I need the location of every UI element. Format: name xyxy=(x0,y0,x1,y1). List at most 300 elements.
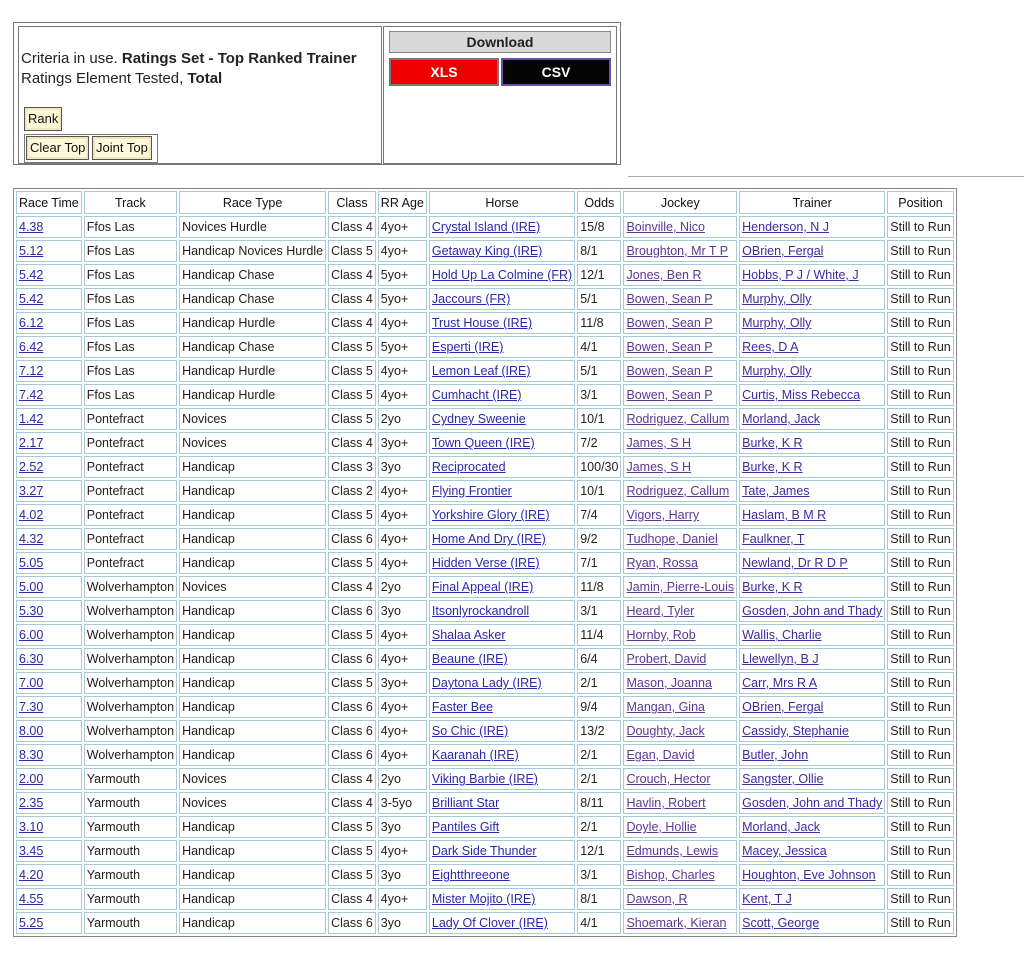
trainer-link[interactable]: Butler, John xyxy=(742,748,809,762)
cell-track: Ffos Las xyxy=(84,240,177,262)
cell-race-type: Handicap xyxy=(179,624,326,646)
race-time-link[interactable]: 6.00 xyxy=(19,628,44,642)
cell-jockey xyxy=(623,552,737,574)
race-time-link[interactable]: 5.05 xyxy=(19,556,44,570)
cell-odds: 6/4 xyxy=(577,648,621,670)
cell-track: Ffos Las xyxy=(84,264,177,286)
cell-race-time xyxy=(16,384,82,406)
trainer-link[interactable]: Morland, Jack xyxy=(742,412,820,426)
cell-position: Still to Run xyxy=(887,720,953,742)
cell-position: Still to Run xyxy=(887,528,953,550)
horse-link[interactable]: Kaaranah (IRE) xyxy=(431,748,519,762)
cell-position: Still to Run xyxy=(887,840,953,862)
cell-trainer xyxy=(739,336,885,358)
horse-link[interactable]: Mister Mojito (IRE) xyxy=(431,892,536,906)
cell-class: Class 5 xyxy=(328,552,376,574)
cell-track: Ffos Las xyxy=(84,360,177,382)
jockey-link[interactable]: Mason, Joanna xyxy=(626,676,712,690)
trainer-link[interactable]: Hobbs, P J / White, J xyxy=(742,268,859,282)
cell-rr-age: 5yo+ xyxy=(378,336,427,358)
trainer-link[interactable]: Rees, D A xyxy=(742,340,799,354)
cell-class: Class 4 xyxy=(328,264,376,286)
race-time-link[interactable]: 5.00 xyxy=(19,580,44,594)
trainer-link[interactable]: Murphy, Olly xyxy=(742,316,812,330)
jockey-link[interactable]: Bowen, Sean P xyxy=(626,388,713,402)
horse-link[interactable]: Viking Barbie (IRE) xyxy=(431,772,538,786)
cell-odds: 7/4 xyxy=(577,504,621,526)
horse-link[interactable]: Town Queen (IRE) xyxy=(431,436,535,450)
cell-trainer xyxy=(739,840,885,862)
cell-track: Wolverhampton xyxy=(84,720,177,742)
cell-race-type: Handicap xyxy=(179,816,326,838)
cell-position: Still to Run xyxy=(887,696,953,718)
cell-track: Wolverhampton xyxy=(84,600,177,622)
cell-rr-age: 3yo xyxy=(378,600,427,622)
cell-track: Yarmouth xyxy=(84,792,177,814)
jockey-link[interactable]: Bowen, Sean P xyxy=(626,364,713,378)
trainer-link[interactable]: Burke, K R xyxy=(742,460,803,474)
cell-horse xyxy=(429,264,575,286)
cell-class: Class 4 xyxy=(328,792,376,814)
horse-link[interactable]: Eightthreeone xyxy=(431,868,510,882)
cell-odds: 2/1 xyxy=(577,816,621,838)
cell-odds: 13/2 xyxy=(577,720,621,742)
table-row xyxy=(16,336,954,358)
jockey-link[interactable]: Bowen, Sean P xyxy=(626,292,713,306)
cell-class: Class 6 xyxy=(328,600,376,622)
horse-link[interactable]: Hold Up La Colmine (FR) xyxy=(431,268,573,282)
cell-race-type: Novices xyxy=(179,432,326,454)
horse-link[interactable]: Beaune (IRE) xyxy=(431,652,508,666)
cell-odds: 7/1 xyxy=(577,552,621,574)
criteria-line1-prefix: Criteria in use. xyxy=(21,50,122,67)
jockey-link[interactable]: Shoemark, Kieran xyxy=(626,916,727,930)
cell-race-time xyxy=(16,552,82,574)
cell-class: Class 6 xyxy=(328,648,376,670)
cell-trainer xyxy=(739,672,885,694)
cell-rr-age: 3yo+ xyxy=(378,432,427,454)
cell-horse xyxy=(429,336,575,358)
cell-rr-age: 4yo+ xyxy=(378,744,427,766)
cell-jockey xyxy=(623,864,737,886)
cell-race-time xyxy=(16,864,82,886)
horse-link[interactable]: So Chic (IRE) xyxy=(431,724,509,738)
jockey-link[interactable]: Vigors, Harry xyxy=(626,508,700,522)
table-row xyxy=(16,624,954,646)
cell-class: Class 5 xyxy=(328,504,376,526)
column-header-jockey: Jockey xyxy=(623,191,737,214)
race-time-link[interactable]: 4.20 xyxy=(19,868,44,882)
race-time-link[interactable]: 7.12 xyxy=(19,364,44,378)
cell-trainer xyxy=(739,792,885,814)
table-row xyxy=(16,552,954,574)
cell-race-type: Novices xyxy=(179,792,326,814)
cell-rr-age: 4yo+ xyxy=(378,480,427,502)
criteria-panel xyxy=(13,22,621,165)
table-row xyxy=(16,888,954,910)
horse-link[interactable]: Dark Side Thunder xyxy=(431,844,537,858)
cell-position: Still to Run xyxy=(887,480,953,502)
race-time-link[interactable]: 2.35 xyxy=(19,796,44,810)
race-time-link[interactable]: 5.25 xyxy=(19,916,44,930)
cell-trainer xyxy=(739,576,885,598)
jockey-link[interactable]: Jamin, Pierre-Louis xyxy=(626,580,735,594)
trainer-link[interactable]: Macey, Jessica xyxy=(742,844,827,858)
cell-race-time xyxy=(16,600,82,622)
cell-trainer xyxy=(739,312,885,334)
race-time-link[interactable]: 8.30 xyxy=(19,748,44,762)
cell-track: Wolverhampton xyxy=(84,744,177,766)
horse-link[interactable]: Reciprocated xyxy=(431,460,506,474)
cell-track: Pontefract xyxy=(84,528,177,550)
race-time-link[interactable]: 5.12 xyxy=(19,244,44,258)
race-time-link[interactable]: 4.32 xyxy=(19,532,44,546)
race-time-link[interactable]: 3.27 xyxy=(19,484,44,498)
jockey-link[interactable]: Bowen, Sean P xyxy=(626,340,713,354)
cell-odds: 12/1 xyxy=(577,264,621,286)
race-time-link[interactable]: 4.02 xyxy=(19,508,44,522)
cell-race-type: Handicap xyxy=(179,888,326,910)
cell-race-type: Handicap Hurdle xyxy=(179,384,326,406)
column-header-rr-age: RR Age xyxy=(378,191,427,214)
cell-rr-age: 2yo xyxy=(378,576,427,598)
cell-position: Still to Run xyxy=(887,216,953,238)
race-time-link[interactable]: 7.00 xyxy=(19,676,44,690)
cell-track: Pontefract xyxy=(84,408,177,430)
cell-class: Class 4 xyxy=(328,216,376,238)
cell-odds: 11/8 xyxy=(577,312,621,334)
horse-link[interactable]: Cumhacht (IRE) xyxy=(431,388,522,402)
trainer-link[interactable]: Wallis, Charlie xyxy=(742,628,822,642)
cell-track: Yarmouth xyxy=(84,912,177,934)
cell-jockey xyxy=(623,408,737,430)
cell-jockey xyxy=(623,696,737,718)
jockey-link[interactable]: Probert, David xyxy=(626,652,707,666)
cell-horse xyxy=(429,624,575,646)
jockey-link[interactable]: James, S H xyxy=(626,436,692,450)
jockey-link[interactable]: Hornby, Rob xyxy=(626,628,696,642)
cell-position: Still to Run xyxy=(887,888,953,910)
trainer-link[interactable]: Murphy, Olly xyxy=(742,364,812,378)
cell-class: Class 4 xyxy=(328,888,376,910)
trainer-link[interactable]: Kent, T J xyxy=(742,892,792,906)
horse-link[interactable]: Getaway King (IRE) xyxy=(431,244,543,258)
cell-jockey xyxy=(623,288,737,310)
cell-track: Ffos Las xyxy=(84,384,177,406)
cell-horse xyxy=(429,864,575,886)
race-time-link[interactable]: 6.30 xyxy=(19,652,44,666)
cell-race-type: Novices Hurdle xyxy=(179,216,326,238)
jockey-link[interactable]: Bowen, Sean P xyxy=(626,316,713,330)
race-time-link[interactable]: 2.17 xyxy=(19,436,44,450)
download-csv-button[interactable]: CSV xyxy=(501,58,611,86)
cell-race-type: Handicap xyxy=(179,480,326,502)
race-time-link[interactable]: 3.10 xyxy=(19,820,44,834)
cell-race-type: Handicap Hurdle xyxy=(179,312,326,334)
jockey-link[interactable]: Boinville, Nico xyxy=(626,220,705,234)
cell-race-type: Handicap xyxy=(179,720,326,742)
column-header-race-time: Race Time xyxy=(16,191,82,214)
trainer-link[interactable]: Gosden, John and Thady xyxy=(742,604,883,618)
cell-trainer xyxy=(739,912,885,934)
cell-track: Wolverhampton xyxy=(84,624,177,646)
jockey-link[interactable]: Edmunds, Lewis xyxy=(626,844,719,858)
cell-class: Class 3 xyxy=(328,456,376,478)
horse-link[interactable]: Crystal Island (IRE) xyxy=(431,220,541,234)
trainer-link[interactable]: Sangster, Ollie xyxy=(742,772,824,786)
cell-odds: 8/1 xyxy=(577,240,621,262)
cell-class: Class 5 xyxy=(328,840,376,862)
cell-class: Class 6 xyxy=(328,528,376,550)
cell-horse xyxy=(429,648,575,670)
column-header-horse: Horse xyxy=(429,191,575,214)
cell-track: Yarmouth xyxy=(84,768,177,790)
horse-link[interactable]: Flying Frontier xyxy=(431,484,512,498)
jockey-link[interactable]: Egan, David xyxy=(626,748,695,762)
horse-link[interactable]: Jaccours (FR) xyxy=(431,292,511,306)
cell-trainer xyxy=(739,504,885,526)
cell-rr-age: 4yo+ xyxy=(378,312,427,334)
horse-link[interactable]: Shalaa Asker xyxy=(431,628,506,642)
cell-race-time xyxy=(16,432,82,454)
trainer-link[interactable]: Burke, K R xyxy=(742,580,803,594)
cell-race-type: Handicap xyxy=(179,744,326,766)
cell-jockey xyxy=(623,456,737,478)
cell-trainer xyxy=(739,216,885,238)
horse-link[interactable]: Lady Of Clover (IRE) xyxy=(431,916,548,930)
jockey-link[interactable]: Rodriguez, Callum xyxy=(626,484,730,498)
race-time-link[interactable]: 1.42 xyxy=(19,412,44,426)
jockey-link[interactable]: Jones, Ben R xyxy=(626,268,702,282)
trainer-link[interactable]: Burke, K R xyxy=(742,436,803,450)
horse-link[interactable]: Daytona Lady (IRE) xyxy=(431,676,542,690)
cell-race-type: Novices xyxy=(179,768,326,790)
cell-track: Ffos Las xyxy=(84,216,177,238)
download-xls-button[interactable]: XLS xyxy=(389,58,499,86)
cell-trainer xyxy=(739,552,885,574)
horse-link[interactable]: Itsonlyrockandroll xyxy=(431,604,530,618)
cell-trainer xyxy=(739,744,885,766)
horse-link[interactable]: Brilliant Star xyxy=(431,796,500,810)
horse-link[interactable]: Trust House (IRE) xyxy=(431,316,533,330)
table-row xyxy=(16,792,954,814)
cell-jockey xyxy=(623,504,737,526)
race-time-link[interactable]: 8.00 xyxy=(19,724,44,738)
jockey-link[interactable]: Broughton, Mr T P xyxy=(626,244,729,258)
cell-jockey xyxy=(623,528,737,550)
horse-link[interactable]: Yorkshire Glory (IRE) xyxy=(431,508,550,522)
race-time-link[interactable]: 7.42 xyxy=(19,388,44,402)
joint-top-button[interactable]: Joint Top xyxy=(92,136,152,160)
cell-odds: 3/1 xyxy=(577,864,621,886)
cell-track: Yarmouth xyxy=(84,888,177,910)
cell-race-type: Handicap xyxy=(179,672,326,694)
cell-position: Still to Run xyxy=(887,552,953,574)
cell-rr-age: 4yo+ xyxy=(378,504,427,526)
column-header-track: Track xyxy=(84,191,177,214)
cell-odds: 5/1 xyxy=(577,360,621,382)
horse-link[interactable]: Pantiles Gift xyxy=(431,820,500,834)
cell-horse xyxy=(429,840,575,862)
trainer-link[interactable]: Curtis, Miss Rebecca xyxy=(742,388,861,402)
jockey-link[interactable]: Dawson, R xyxy=(626,892,688,906)
cell-rr-age: 2yo xyxy=(378,768,427,790)
cell-track: Wolverhampton xyxy=(84,576,177,598)
cell-race-time xyxy=(16,408,82,430)
download-box xyxy=(383,26,617,164)
race-time-link[interactable]: 5.42 xyxy=(19,268,44,282)
jockey-link[interactable]: Doughty, Jack xyxy=(626,724,705,738)
cell-race-type: Handicap xyxy=(179,912,326,934)
horse-link[interactable]: Faster Bee xyxy=(431,700,494,714)
race-time-link[interactable]: 5.30 xyxy=(19,604,44,618)
cell-rr-age: 4yo+ xyxy=(378,888,427,910)
cell-race-type: Handicap xyxy=(179,648,326,670)
trainer-link[interactable]: Tate, James xyxy=(742,484,810,498)
cell-trainer xyxy=(739,384,885,406)
horse-link[interactable]: Cydney Sweenie xyxy=(431,412,526,426)
horse-link[interactable]: Lemon Leaf (IRE) xyxy=(431,364,531,378)
table-row xyxy=(16,408,954,430)
horse-link[interactable]: Final Appeal (IRE) xyxy=(431,580,534,594)
cell-position: Still to Run xyxy=(887,576,953,598)
trainer-link[interactable]: Carr, Mrs R A xyxy=(742,676,818,690)
race-time-link[interactable]: 5.42 xyxy=(19,292,44,306)
cell-race-time xyxy=(16,912,82,934)
cell-track: Pontefract xyxy=(84,432,177,454)
column-header-trainer: Trainer xyxy=(739,191,885,214)
table-row xyxy=(16,840,954,862)
cell-class: Class 4 xyxy=(328,576,376,598)
table-row xyxy=(16,288,954,310)
trainer-link[interactable]: Gosden, John and Thady xyxy=(742,796,883,810)
jockey-link[interactable]: James, S H xyxy=(626,460,692,474)
jockey-link[interactable]: Mangan, Gina xyxy=(626,700,705,714)
cell-rr-age: 5yo+ xyxy=(378,264,427,286)
cell-class: Class 4 xyxy=(328,288,376,310)
trainer-link[interactable]: Newland, Dr R D P xyxy=(742,556,848,570)
cell-jockey xyxy=(623,720,737,742)
cell-horse xyxy=(429,888,575,910)
cell-trainer xyxy=(739,816,885,838)
jockey-link[interactable]: Crouch, Hector xyxy=(626,772,711,786)
cell-class: Class 6 xyxy=(328,720,376,742)
cell-jockey xyxy=(623,432,737,454)
trainer-link[interactable]: Haslam, B M R xyxy=(742,508,827,522)
cell-class: Class 5 xyxy=(328,864,376,886)
jockey-link[interactable]: Ryan, Rossa xyxy=(626,556,699,570)
cell-position: Still to Run xyxy=(887,672,953,694)
jockey-link[interactable]: Rodriguez, Callum xyxy=(626,412,730,426)
cell-race-time xyxy=(16,480,82,502)
horse-link[interactable]: Esperti (IRE) xyxy=(431,340,504,354)
trainer-link[interactable]: OBrien, Fergal xyxy=(742,244,824,258)
jockey-link[interactable]: Heard, Tyler xyxy=(626,604,695,618)
cell-rr-age: 3yo xyxy=(378,456,427,478)
cell-horse xyxy=(429,576,575,598)
table-row xyxy=(16,504,954,526)
cell-rr-age: 4yo+ xyxy=(378,216,427,238)
cell-position: Still to Run xyxy=(887,432,953,454)
cell-odds: 7/2 xyxy=(577,432,621,454)
cell-rr-age: 5yo+ xyxy=(378,288,427,310)
cell-rr-age: 3yo xyxy=(378,816,427,838)
trainer-link[interactable]: OBrien, Fergal xyxy=(742,700,824,714)
race-time-link[interactable]: 2.00 xyxy=(19,772,44,786)
cell-jockey xyxy=(623,816,737,838)
trainer-link[interactable]: Cassidy, Stephanie xyxy=(742,724,849,738)
cell-race-type: Handicap xyxy=(179,840,326,862)
cell-horse xyxy=(429,600,575,622)
cell-odds: 9/4 xyxy=(577,696,621,718)
trainer-link[interactable]: Scott, George xyxy=(742,916,820,930)
cell-track: Pontefract xyxy=(84,552,177,574)
cell-rr-age: 4yo+ xyxy=(378,624,427,646)
cell-position: Still to Run xyxy=(887,912,953,934)
cell-position: Still to Run xyxy=(887,312,953,334)
race-time-link[interactable]: 2.52 xyxy=(19,460,44,474)
trainer-link[interactable]: Llewellyn, B J xyxy=(742,652,819,666)
cell-race-type: Handicap xyxy=(179,600,326,622)
rank-button[interactable]: Rank xyxy=(24,107,62,131)
cell-race-time xyxy=(16,648,82,670)
cell-odds: 10/1 xyxy=(577,408,621,430)
cell-race-time xyxy=(16,288,82,310)
jockey-link[interactable]: Havlin, Robert xyxy=(626,796,706,810)
race-time-link[interactable]: 7.30 xyxy=(19,700,44,714)
race-time-link[interactable]: 4.55 xyxy=(19,892,44,906)
race-time-link[interactable]: 3.45 xyxy=(19,844,44,858)
race-time-link[interactable]: 4.38 xyxy=(19,220,44,234)
horse-link[interactable]: Hidden Verse (IRE) xyxy=(431,556,540,570)
cell-class: Class 5 xyxy=(328,240,376,262)
race-time-link[interactable]: 6.12 xyxy=(19,316,44,330)
jockey-link[interactable]: Doyle, Hollie xyxy=(626,820,697,834)
table-row xyxy=(16,528,954,550)
cell-track: Wolverhampton xyxy=(84,696,177,718)
cell-race-type: Novices xyxy=(179,576,326,598)
table-row xyxy=(16,456,954,478)
race-time-link[interactable]: 6.42 xyxy=(19,340,44,354)
cell-odds: 4/1 xyxy=(577,336,621,358)
cell-odds: 2/1 xyxy=(577,672,621,694)
criteria-ratings-set: Ratings Set - Top Ranked Trainer xyxy=(121,50,357,67)
jockey-link[interactable]: Bishop, Charles xyxy=(626,868,715,882)
clear-top-button[interactable]: Clear Top xyxy=(26,136,89,160)
trainer-link[interactable]: Murphy, Olly xyxy=(742,292,812,306)
trainer-link[interactable]: Houghton, Eve Johnson xyxy=(742,868,876,882)
cell-position: Still to Run xyxy=(887,768,953,790)
horse-link[interactable]: Home And Dry (IRE) xyxy=(431,532,546,546)
trainer-link[interactable]: Faulkner, T xyxy=(742,532,805,546)
races-table-body xyxy=(16,216,954,934)
cell-jockey xyxy=(623,840,737,862)
cell-race-time xyxy=(16,672,82,694)
cell-class: Class 5 xyxy=(328,360,376,382)
cell-position: Still to Run xyxy=(887,744,953,766)
cell-track: Ffos Las xyxy=(84,336,177,358)
cell-jockey xyxy=(623,576,737,598)
jockey-link[interactable]: Tudhope, Daniel xyxy=(626,532,718,546)
cell-trainer xyxy=(739,480,885,502)
cell-jockey xyxy=(623,240,737,262)
cell-class: Class 5 xyxy=(328,672,376,694)
trainer-link[interactable]: Morland, Jack xyxy=(742,820,820,834)
cell-trainer xyxy=(739,888,885,910)
cell-horse xyxy=(429,720,575,742)
cell-jockey xyxy=(623,624,737,646)
trainer-link[interactable]: Henderson, N J xyxy=(742,220,829,234)
